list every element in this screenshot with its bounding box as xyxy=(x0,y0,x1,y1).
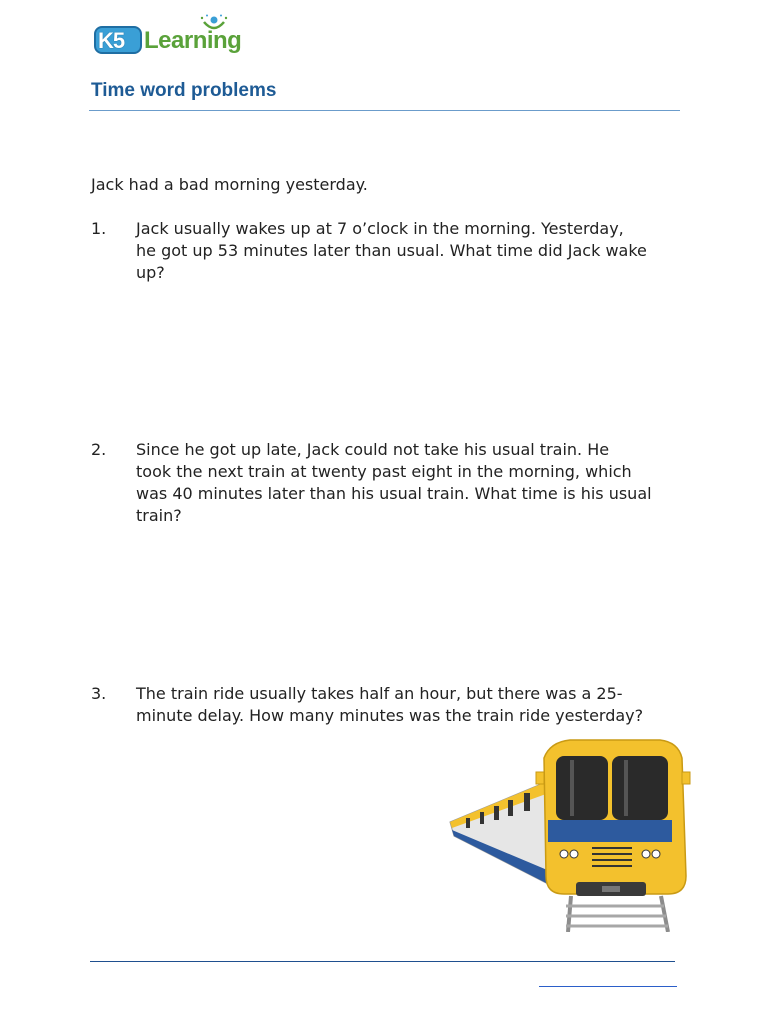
question-line: train? xyxy=(136,506,182,525)
question-line: was 40 minutes later than his usual train. What time is his usual xyxy=(136,484,652,503)
k5-learning-logo xyxy=(94,14,264,60)
question-line: he got up 53 minutes later than usual. What time did Jack wake xyxy=(136,241,647,260)
question-line: Since he got up late, Jack could not take his usual train. He xyxy=(136,440,610,459)
question-line: The train ride usually takes half an hour, but there was a 25- xyxy=(136,684,623,703)
train-icon xyxy=(446,736,691,932)
logo-wordmark: Learning xyxy=(144,27,242,54)
question-number: 2. xyxy=(91,440,107,459)
question-line: Jack usually wakes up at 7 o’clock in the morning. Yesterday, xyxy=(136,219,624,238)
logo-figure-icon xyxy=(194,14,234,34)
logo-k5-text: K5 xyxy=(98,28,125,53)
footer-link-underline[interactable] xyxy=(539,986,677,987)
question-line: up? xyxy=(136,263,165,282)
question-2-text xyxy=(136,439,686,527)
question-1-text xyxy=(136,218,686,284)
page-title: Time word problems xyxy=(91,80,277,101)
question-number: 1. xyxy=(91,219,107,238)
intro-text: Jack had a bad morning yesterday. xyxy=(91,175,368,194)
footer-divider xyxy=(90,961,675,962)
question-number: 3. xyxy=(91,684,107,703)
question-line: took the next train at twenty past eight in the morning, which xyxy=(136,462,632,481)
question-line: minute delay. How many minutes was the train ride yesterday? xyxy=(136,706,644,725)
title-divider xyxy=(89,110,680,111)
question-3-text xyxy=(136,683,686,727)
